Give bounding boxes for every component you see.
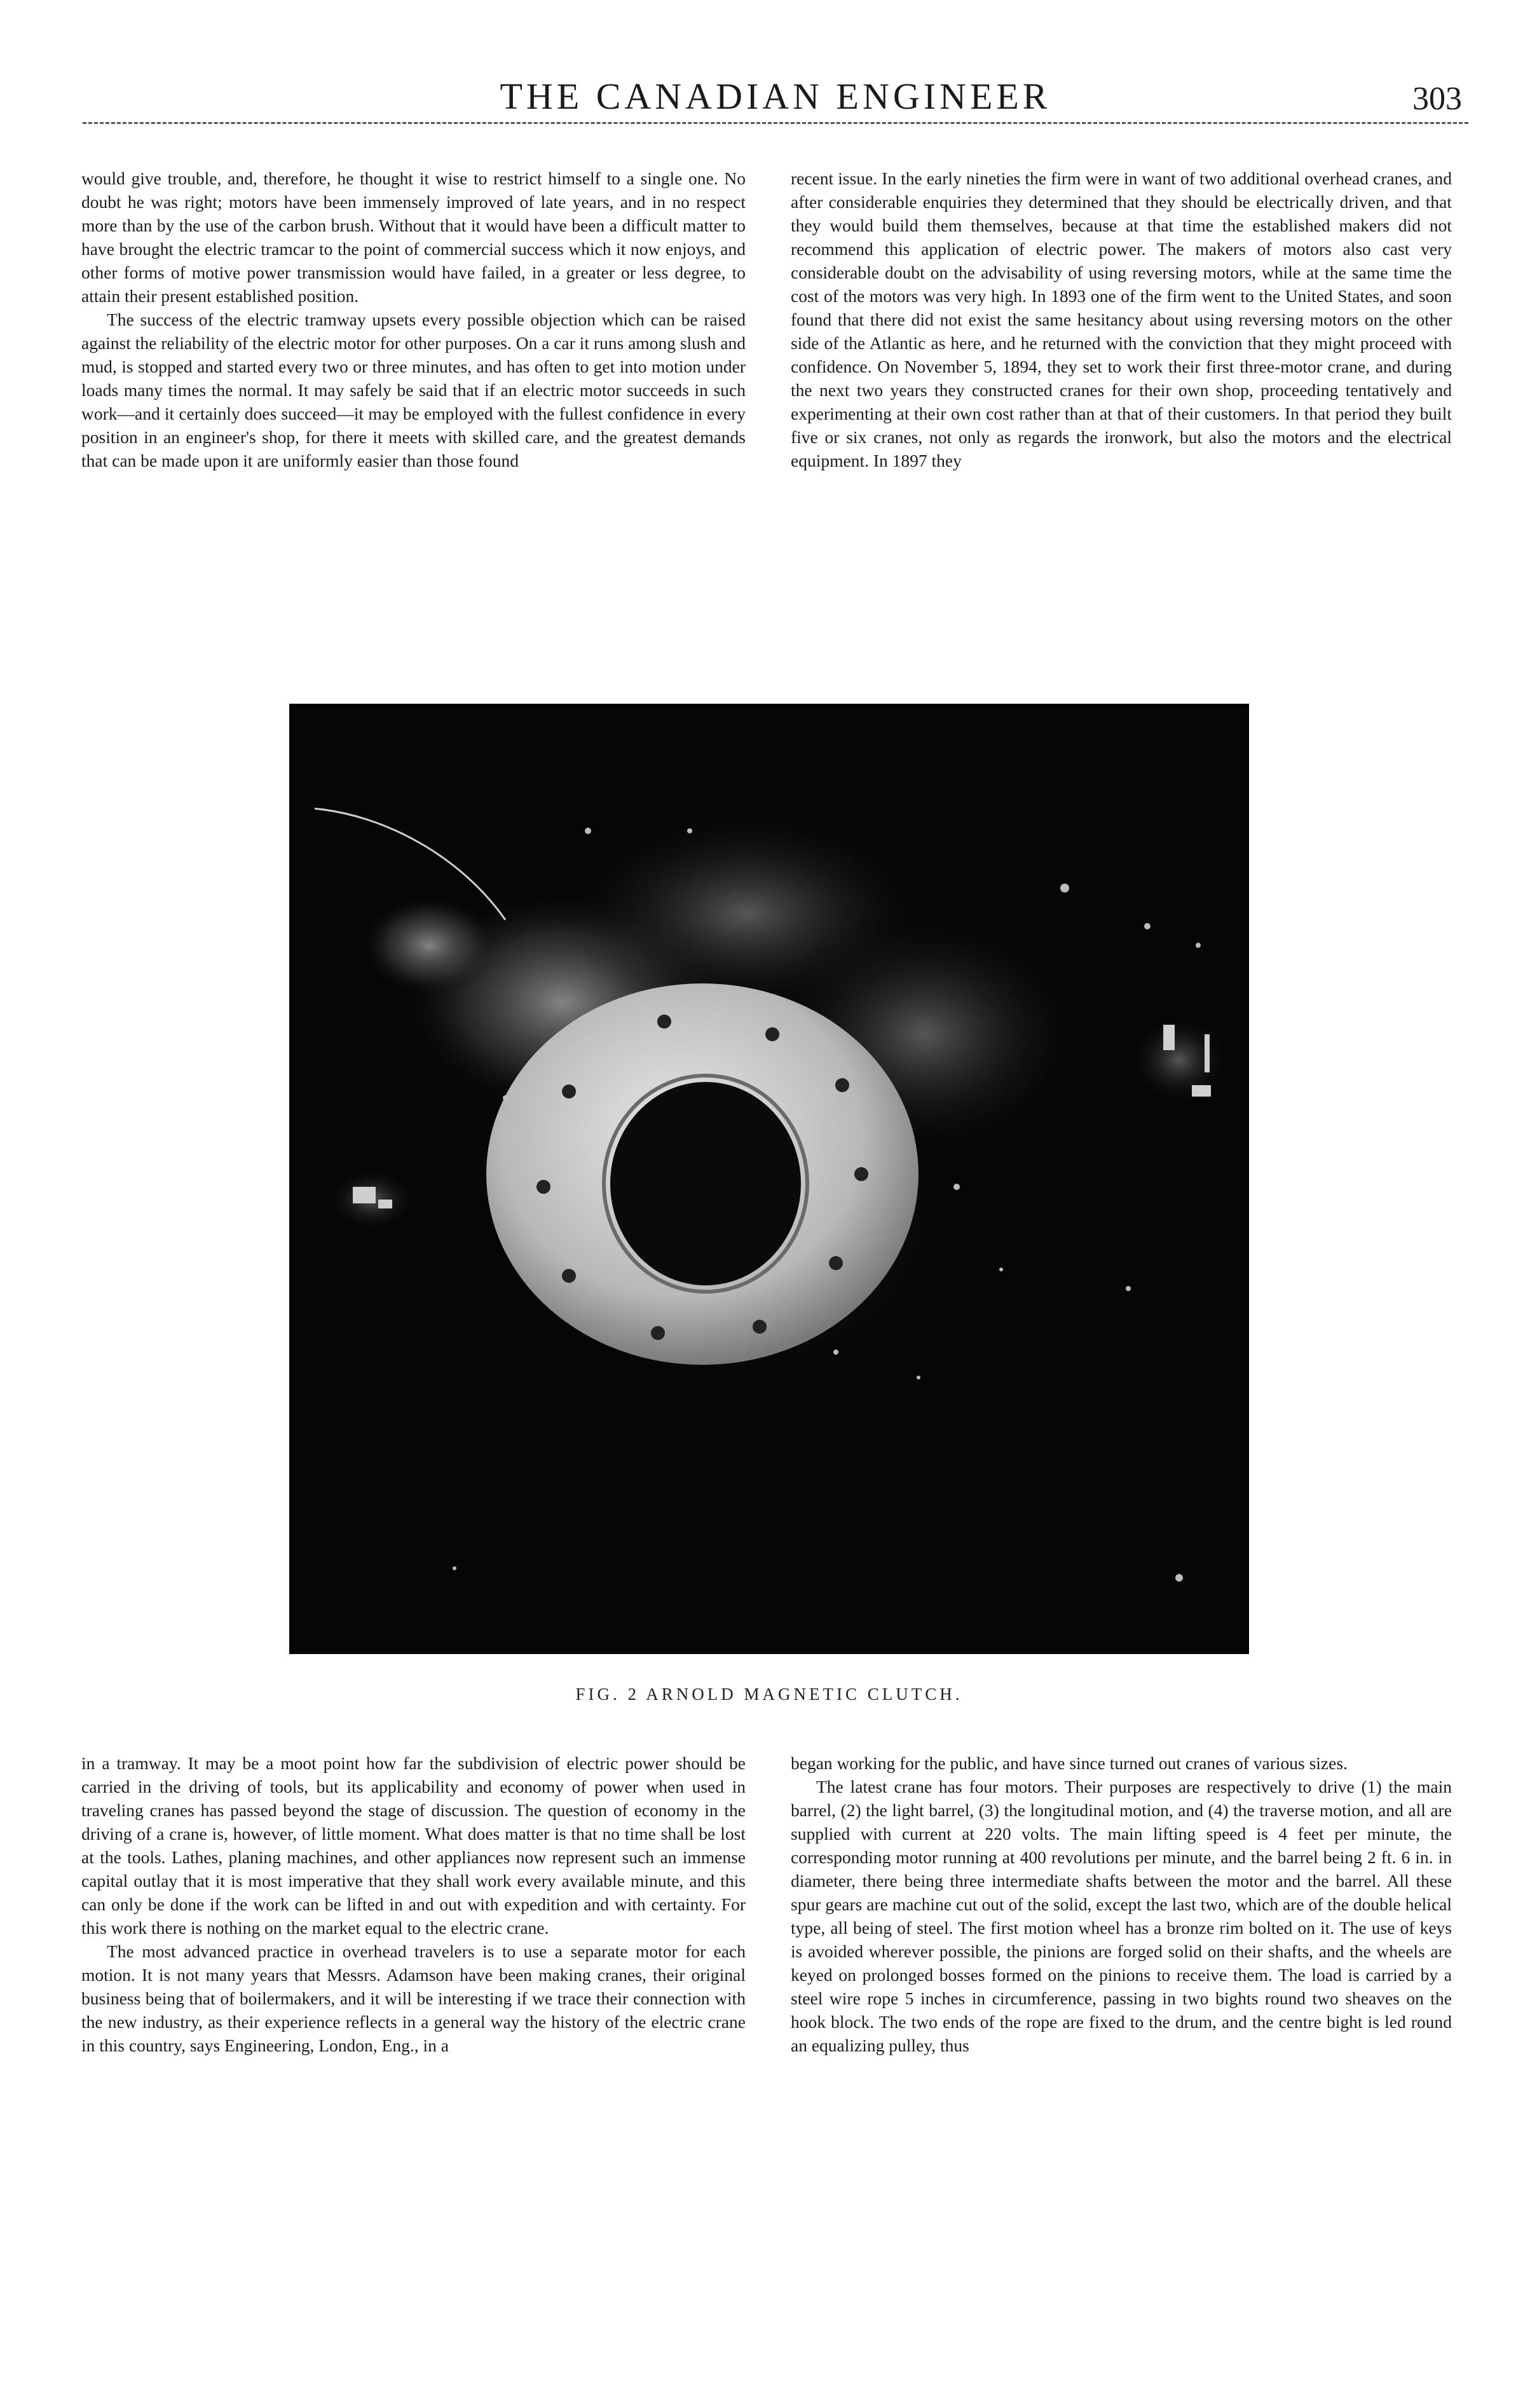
paragraph: in a tramway. It may be a moot point how far the subdivision of electric power should be carried in the driving of tools, but its applicability and economy of power when used in traveling cranes has passed beyond the stage of discussion. The question of economy in the driving of a crane is, however, of little moment. What does matter is that no time shall be lost at the tools. Lathes, planing machines, and other appliances now represent such an immense capital outlay that it is most imperative that they shall work every available minute, and this can only be done if the work can be lifted in and out with expedition and with certainty. For this work there is nothing on the market equal to the electric crane.	[81, 1753, 746, 1938]
header-rule	[83, 122, 1468, 124]
paragraph: began working for the public, and have since turned out cranes of various sizes.	[791, 1753, 1348, 1773]
top-right-column	[791, 167, 1452, 472]
paragraph: The success of the electric tramway upsets every possible objection which can be raised against the reliability of the electric motor for other purposes. On a car it runs among slush and mud, is stopped and started every two or three minutes, and has often to get into motion under loads many times the normal. It may safely be said that if an electric motor succeeds in such work—and it certainly does succeed—it may be employed with the fullest confidence in every position in an engineer's shop, for there it meets with skilled care, and the greatest demands that can be made upon it are uniformly easier than those found	[81, 310, 746, 470]
bottom-left-column	[81, 1751, 746, 2057]
journal-title: THE CANADIAN ENGINEER	[500, 76, 1051, 117]
paragraph: The most advanced practice in overhead travelers is to use a separate motor for each motion. It is not many years that Messrs. Adamson have been making cranes, their original business being that of boilermakers, and it will be interesting if we trace their connection with the new industry, as their experience reflects in a general way the history of the electric crane in this country, says Engineering, London, Eng., in a	[81, 1941, 746, 2055]
page-header	[83, 75, 1468, 126]
clutch-ring	[486, 983, 919, 1365]
bottom-right-column	[791, 1751, 1452, 2057]
paragraph: would give trouble, and, therefore, he thought it wise to restrict himself to a single one. No doubt he was right; motors have been immensely improved of late years, and in no respect more than by the use of the carbon brush. Without that it would have been a difficult matter to have brought the electric tramcar to the point of commercial success which it now enjoys, and other forms of motive power transmission would have failed, in a greater or less degree, to attain their present established position.	[81, 168, 746, 306]
figure-caption: FIG. 2 ARNOLD MAGNETIC CLUTCH.	[575, 1685, 963, 1704]
page-number: 303	[1412, 81, 1462, 117]
clutch-photograph	[289, 704, 1249, 1654]
top-left-column	[81, 167, 746, 472]
paragraph: recent issue. In the early nineties the firm were in want of two additional overhead cranes, and after considerable enquiries they determined that they should be electrically driven, and that they would build them themselves, because at that time the established makers did not recommend this application of electric power. The makers of motors also cast very considerable doubt on the advisability of using reversing motors, while at the same time the cost of the motors was very high. In 1893 one of the firm went to the United States, and soon found that there did not exist the same hesitancy about using reversing motors on the other side of the Atlantic as here, and he returned with the conviction that they might proceed with confidence. On November 5, 1894, they set to work their first three-motor crane, and during the next two years they constructed cranes for their own shop, proceeding tentatively and experimenting at their own cost rather than at that of their customers. In that period they built five or six cranes, not only as regards the ironwork, but also the motors and the electrical equipment. In 1897 they	[791, 168, 1452, 470]
paragraph: The latest crane has four motors. Their purposes are respectively to drive (1) the main barrel, (2) the light barrel, (3) the longitudinal motion, and (4) the traverse motion, and all are supplied with current at 220 volts. The main lifting speed is 4 feet per minute, the corresponding motor running at 400 revolutions per minute, and the barrel being 2 ft. 6 in. in diameter, there being three intermediate shafts between the motor and the barrel. All these spur gears are machine cut out of the solid, except the last two, which are of the double helical type, all being of steel. The first motion wheel has a bronze rim bolted on it. The use of keys is avoided wherever possible, the pinions are forged solid on their shafts, and the wheels are keyed on prolonged bosses formed on the pinions to receive them. The load is carried by a steel wire rope 5 inches in circumference, passing in two bights round two sheaves on the hook block. The two ends of the rope are fixed to the drum, and the centre bight is led round an equalizing pulley, thus	[791, 1777, 1452, 2055]
